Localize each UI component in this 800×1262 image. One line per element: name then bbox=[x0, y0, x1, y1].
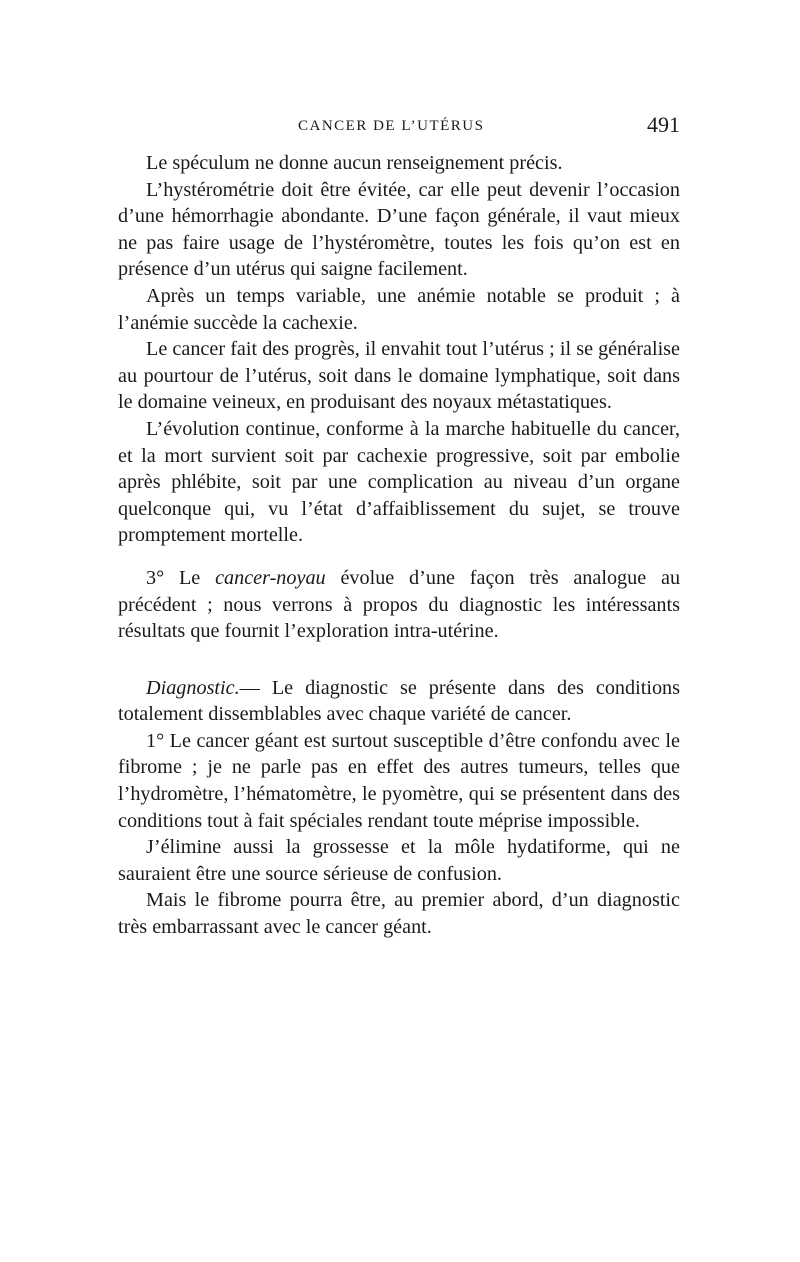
paragraph-diagnostic bbox=[118, 675, 680, 728]
diagnostic-text: — Le diagnostic se présente dans des conditions totalement dissemblables avec chaque variété de cancer. bbox=[118, 676, 680, 726]
paragraph-hysterometrie: L’hystérométrie doit être évitée, car elle peut devenir l’occasion d’une hémorrhagie abondante. D’une façon générale, il vaut mieux ne pas faire usage de l’hystéromètre, toutes les fois qu’on est en présence d’un utérus qui saigne facilement. bbox=[118, 178, 680, 281]
paragraph-cancer-geant: 1° Le cancer géant est surtout susceptible d’être confondu avec le fibrome ; je ne parle pas en effet des autres tumeurs, telles que l’hydromètre, l’hématomètre, le pyomètre, qui se présentent dans des conditions tout à fait spéciales rendant toute méprise impossible. bbox=[118, 729, 680, 832]
page-header bbox=[118, 112, 680, 142]
book-page bbox=[118, 112, 680, 941]
section-term: cancer-noyau bbox=[215, 566, 326, 589]
page-number: 491 bbox=[647, 112, 680, 137]
paragraph-elimine: J’élimine aussi la grossesse et la môle hydatiforme, qui ne sauraient être une source sérieuse de confusion. bbox=[118, 836, 680, 885]
section-number: 3° bbox=[146, 566, 165, 589]
paragraph-anemie: Après un temps variable, une anémie notable se produit ; à l’anémie succède la cachexie. bbox=[118, 284, 680, 334]
diagnostic-heading: Diagnostic. bbox=[146, 676, 240, 699]
paragraph-fibrome: Mais le fibrome pourra être, au premier abord, d’un diagnostic très embarrassant avec le cancer géant. bbox=[118, 889, 680, 939]
paragraph-progres: Le cancer fait des progrès, il envahit tout l’utérus ; il se généralise au pourtour de l’utérus, soit dans le domaine lymphatique, soit dans le domaine veineux, en produisant des noyaux métastatiques. bbox=[118, 338, 680, 414]
paragraph-cancer-noyau bbox=[118, 565, 680, 645]
section-text: évolue d’une façon très analogue au précédent ; nous verrons à propos du diagnostic les intéressants résultats que fournit l’exploration intra-utérine. bbox=[118, 566, 681, 643]
running-head: CANCER DE L’UTÉRUS bbox=[298, 118, 485, 134]
section-lead: Le bbox=[178, 566, 201, 589]
paragraph-speculum: Le spéculum ne donne aucun renseignement précis. bbox=[146, 152, 563, 174]
paragraph-evolution: L’évolution continue, conforme à la marche habituelle du cancer, et la mort survient soit par cachexie progressive, soit par embolie après phlébite, soit par une complication au niveau d’un organe quelconque qui, vu l’état d’affaiblissement du sujet, se trouve promptement mortelle. bbox=[118, 417, 680, 547]
